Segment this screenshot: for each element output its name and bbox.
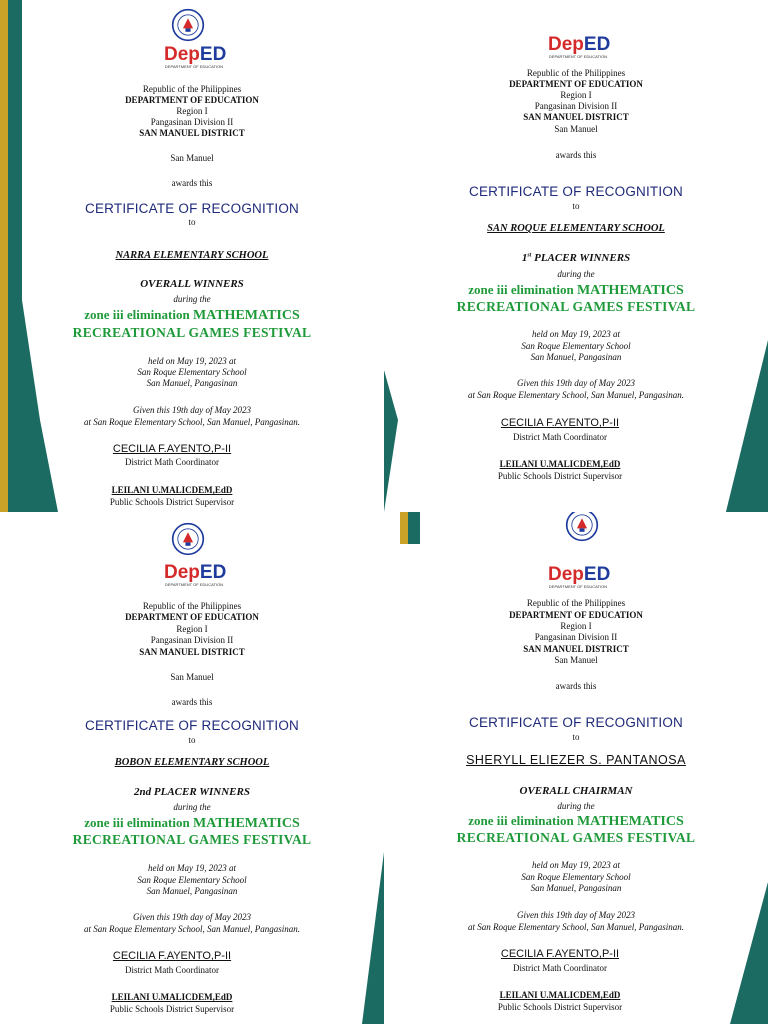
certificate-title: CERTIFICATE OF RECOGNITION bbox=[85, 201, 299, 216]
department: DEPARTMENT OF EDUCATION bbox=[509, 610, 643, 620]
certificate-bobon bbox=[0, 512, 384, 1024]
event-line-2: RECREATIONAL GAMES FESTIVAL bbox=[72, 832, 312, 847]
recipient: SHERYLL ELIEZER S. PANTANOSA bbox=[466, 753, 686, 767]
region: Region I bbox=[560, 90, 592, 100]
venue: San Roque Elementary School bbox=[137, 367, 247, 377]
given-date: Given this 19th day of May 2023 bbox=[133, 912, 251, 922]
region: Region I bbox=[176, 106, 208, 116]
award-label: OVERALL CHAIRMAN bbox=[519, 785, 633, 797]
certificate-pantanosa bbox=[384, 512, 768, 1024]
to-label: to bbox=[188, 217, 196, 227]
municipality: San Manuel bbox=[170, 672, 214, 682]
department: DEPARTMENT OF EDUCATION bbox=[125, 612, 259, 622]
deped-seal-icon bbox=[171, 8, 205, 42]
during-label: during the bbox=[173, 802, 211, 812]
to-label: to bbox=[572, 732, 580, 742]
deped-logo: DepED DEPARTMENT OF EDUCATION bbox=[548, 34, 611, 59]
venue: San Roque Elementary School bbox=[137, 875, 247, 885]
during-label: during the bbox=[557, 269, 595, 279]
during-label: during the bbox=[173, 294, 211, 304]
recipient: BOBON ELEMENTARY SCHOOL bbox=[114, 757, 270, 768]
certificate-title: CERTIFICATE OF RECOGNITION bbox=[469, 184, 683, 199]
given-at: at San Roque Elementary School, San Manuel, Pangasinan. bbox=[84, 924, 300, 934]
venue: San Roque Elementary School bbox=[521, 341, 631, 351]
deped-seal-icon bbox=[565, 512, 599, 542]
division: Pangasinan Division II bbox=[150, 635, 234, 645]
place: San Manuel, Pangasinan bbox=[530, 352, 622, 362]
event-line-2: RECREATIONAL GAMES FESTIVAL bbox=[456, 830, 696, 845]
award-label: 1st PLACER WINNERS bbox=[521, 252, 631, 264]
signer2-name: LEILANI U.MALICDEM,EdD bbox=[111, 485, 233, 495]
signer2-title: Public Schools District Supervisor bbox=[497, 1002, 623, 1012]
signer1-name: CECILIA F.AYENTO,P-II bbox=[112, 950, 232, 962]
signer2-name: LEILANI U.MALICDEM,EdD bbox=[111, 992, 233, 1002]
signer1-name: CECILIA F.AYENTO,P-II bbox=[500, 948, 620, 960]
award-label: OVERALL WINNERS bbox=[140, 278, 244, 290]
division: Pangasinan Division II bbox=[150, 117, 234, 127]
awards-this: awards this bbox=[171, 697, 213, 707]
region: Region I bbox=[176, 624, 208, 634]
republic: Republic of the Philippines bbox=[142, 601, 242, 611]
signer2-title: Public Schools District Supervisor bbox=[109, 497, 235, 507]
department: DEPARTMENT OF EDUCATION bbox=[509, 79, 643, 89]
given-date: Given this 19th day of May 2023 bbox=[517, 910, 635, 920]
deped-logo: DepED DEPARTMENT OF EDUCATION bbox=[164, 44, 227, 69]
awards-this: awards this bbox=[555, 681, 597, 691]
signer1-name: CECILIA F.AYENTO,P-II bbox=[500, 417, 620, 429]
municipality: San Manuel bbox=[170, 153, 214, 163]
district: SAN MANUEL DISTRICT bbox=[139, 647, 245, 657]
district: SAN MANUEL DISTRICT bbox=[139, 128, 245, 138]
event-line-1: zone iii elimination MATHEMATICS bbox=[84, 815, 300, 831]
place: San Manuel, Pangasinan bbox=[530, 883, 622, 893]
given-at: at San Roque Elementary School, San Manuel, Pangasinan. bbox=[84, 417, 300, 427]
deped-seal-icon bbox=[171, 522, 205, 556]
signer1-title: District Math Coordinator bbox=[513, 432, 607, 442]
event-line-1: zone iii elimination MATHEMATICS bbox=[468, 813, 684, 829]
district: SAN MANUEL DISTRICT bbox=[523, 644, 629, 654]
municipality: San Manuel bbox=[554, 655, 598, 665]
signer1-title: District Math Coordinator bbox=[125, 457, 219, 467]
held-on: held on May 19, 2023 at bbox=[532, 329, 620, 339]
district: SAN MANUEL DISTRICT bbox=[523, 112, 629, 122]
certificate-title: CERTIFICATE OF RECOGNITION bbox=[469, 715, 683, 730]
to-label: to bbox=[572, 201, 580, 211]
republic: Republic of the Philippines bbox=[526, 598, 626, 608]
recipient: SAN ROQUE ELEMENTARY SCHOOL bbox=[487, 223, 665, 234]
recipient: NARRA ELEMENTARY SCHOOL bbox=[115, 250, 269, 261]
republic: Republic of the Philippines bbox=[526, 68, 626, 78]
event-line-2: RECREATIONAL GAMES FESTIVAL bbox=[456, 299, 696, 314]
given-at: at San Roque Elementary School, San Manuel, Pangasinan. bbox=[468, 390, 684, 400]
deped-logo: DepED DEPARTMENT OF EDUCATION bbox=[548, 564, 611, 589]
certificate-title: CERTIFICATE OF RECOGNITION bbox=[85, 718, 299, 733]
during-label: during the bbox=[557, 801, 595, 811]
event-line-1: zone iii elimination MATHEMATICS bbox=[468, 282, 684, 298]
held-on: held on May 19, 2023 at bbox=[148, 356, 236, 366]
given-date: Given this 19th day of May 2023 bbox=[133, 405, 251, 415]
signer1-name: CECILIA F.AYENTO,P-II bbox=[112, 443, 232, 455]
signer2-title: Public Schools District Supervisor bbox=[109, 1004, 235, 1014]
region: Region I bbox=[560, 621, 592, 631]
given-date: Given this 19th day of May 2023 bbox=[517, 378, 635, 388]
signer1-title: District Math Coordinator bbox=[125, 965, 219, 975]
event-line-2: RECREATIONAL GAMES FESTIVAL bbox=[72, 325, 312, 340]
held-on: held on May 19, 2023 at bbox=[148, 863, 236, 873]
awards-this: awards this bbox=[171, 178, 213, 188]
signer2-name: LEILANI U.MALICDEM,EdD bbox=[499, 459, 621, 469]
place: San Manuel, Pangasinan bbox=[146, 886, 238, 896]
republic: Republic of the Philippines bbox=[142, 84, 242, 94]
deped-logo: DepED DEPARTMENT OF EDUCATION bbox=[164, 562, 227, 587]
to-label: to bbox=[188, 735, 196, 745]
given-at: at San Roque Elementary School, San Manuel, Pangasinan. bbox=[468, 922, 684, 932]
awards-this: awards this bbox=[555, 150, 597, 160]
certificate-narra bbox=[0, 0, 384, 512]
held-on: held on May 19, 2023 at bbox=[532, 860, 620, 870]
signer1-title: District Math Coordinator bbox=[513, 963, 607, 973]
event-line-1: zone iii elimination MATHEMATICS bbox=[84, 307, 300, 323]
certificate-san-roque bbox=[384, 0, 768, 512]
division: Pangasinan Division II bbox=[534, 101, 618, 111]
venue: San Roque Elementary School bbox=[521, 872, 631, 882]
award-label: 2nd PLACER WINNERS bbox=[134, 786, 250, 798]
municipality: San Manuel bbox=[554, 124, 598, 134]
signer2-name: LEILANI U.MALICDEM,EdD bbox=[499, 990, 621, 1000]
signer2-title: Public Schools District Supervisor bbox=[497, 471, 623, 481]
division: Pangasinan Division II bbox=[534, 632, 618, 642]
place: San Manuel, Pangasinan bbox=[146, 378, 238, 388]
department: DEPARTMENT OF EDUCATION bbox=[125, 95, 259, 105]
